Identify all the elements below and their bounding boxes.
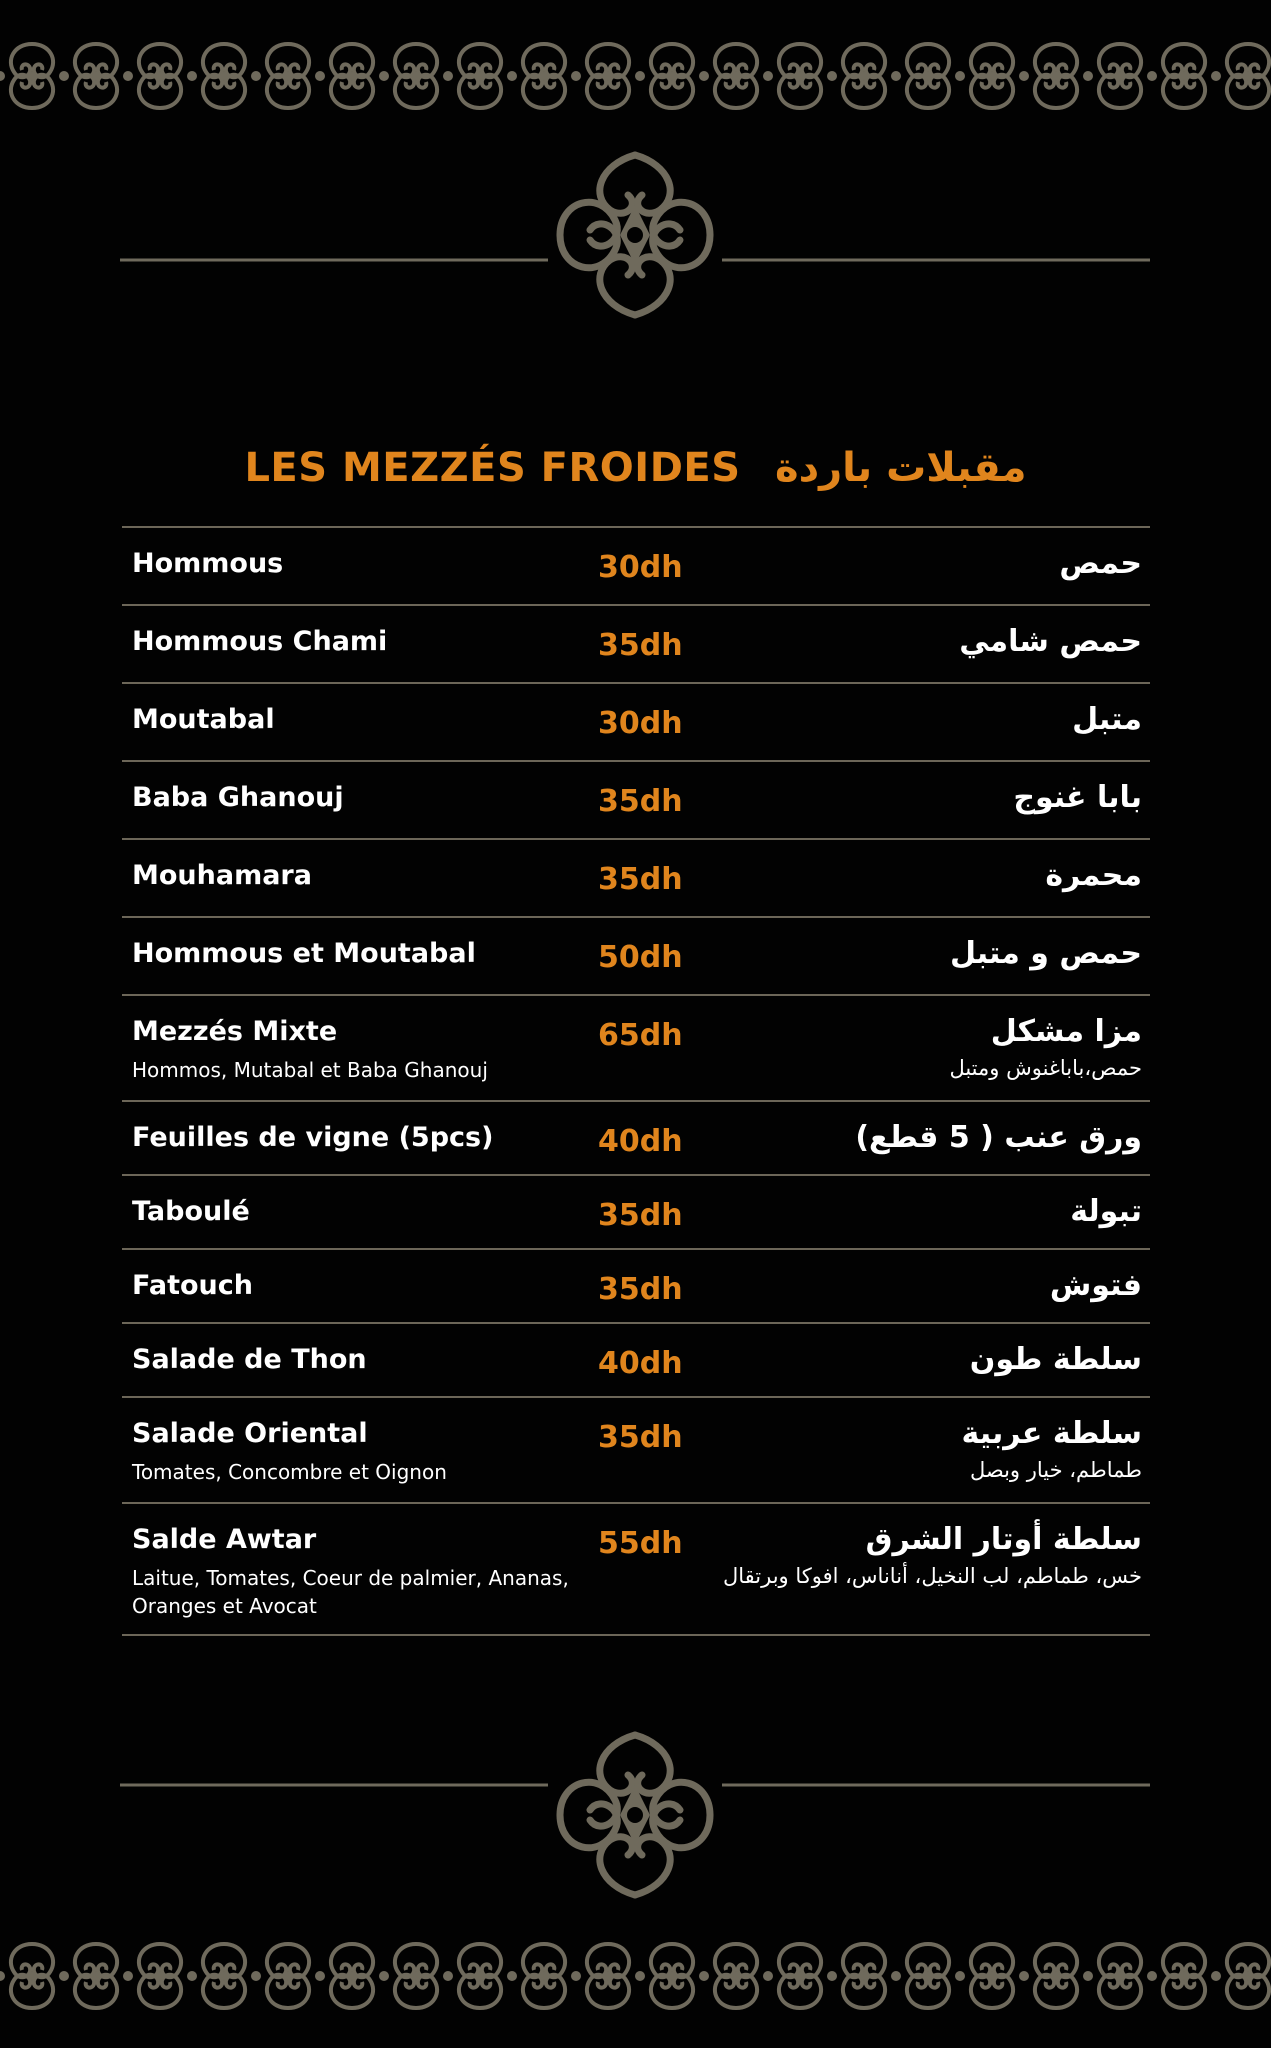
item-name-ar: حمص xyxy=(1059,546,1142,581)
item-name-fr: Taboulé xyxy=(132,1196,250,1227)
top-center-ornament xyxy=(0,145,1271,325)
item-name-ar: محمرة xyxy=(1045,858,1142,893)
item-name-ar: تبولة xyxy=(1070,1194,1142,1229)
menu-item xyxy=(122,1504,1150,1636)
item-price: 50dh xyxy=(598,940,683,975)
item-name-fr: Salade Oriental xyxy=(132,1418,368,1449)
menu-item xyxy=(122,840,1150,918)
menu-item xyxy=(122,762,1150,840)
item-description-fr: Laitue, Tomates, Coeur de palmier, Ananas, Oranges et Avocat xyxy=(132,1566,569,1618)
item-description-fr: Hommos, Mutabal et Baba Ghanouj xyxy=(132,1058,488,1082)
item-price: 30dh xyxy=(598,706,683,741)
item-price: 35dh xyxy=(598,1420,683,1455)
item-price: 35dh xyxy=(598,862,683,897)
item-name-ar: سلطة طون xyxy=(969,1342,1142,1377)
menu-item xyxy=(122,1176,1150,1250)
menu-item xyxy=(122,1250,1150,1324)
item-price: 35dh xyxy=(598,628,683,663)
item-name-ar: ورق عنب ( 5 قطع) xyxy=(855,1120,1142,1155)
item-description-ar: طماطم، خيار وبصل xyxy=(969,1458,1142,1482)
item-name-fr: Hommous xyxy=(132,548,284,579)
item-price: 35dh xyxy=(598,1272,683,1307)
item-name-fr: Baba Ghanouj xyxy=(132,782,344,813)
menu-item xyxy=(122,1324,1150,1398)
item-price: 30dh xyxy=(598,550,683,585)
item-name-fr: Salde Awtar xyxy=(132,1524,317,1555)
menu-list xyxy=(122,526,1150,1636)
item-description-ar: حمص،باباغنوش ومتبل xyxy=(949,1056,1142,1080)
item-name-ar: بابا غنوج xyxy=(1013,780,1142,815)
section-title xyxy=(0,445,1271,491)
menu-item xyxy=(122,684,1150,762)
menu-item xyxy=(122,1398,1150,1504)
item-description-ar: خس، طماطم، لب النخيل، أناناس، افوكا وبرتقال xyxy=(722,1564,1142,1588)
item-price: 35dh xyxy=(598,784,683,819)
item-name-fr: Moutabal xyxy=(132,704,275,735)
item-name-fr: Hommous et Moutabal xyxy=(132,938,476,969)
item-name-fr: Hommous Chami xyxy=(132,626,388,657)
menu-item xyxy=(122,1102,1150,1176)
item-description-fr: Tomates, Concombre et Oignon xyxy=(132,1460,447,1484)
section-title-fr: LES MEZZÉS FROIDES xyxy=(244,445,741,491)
item-name-fr: Mouhamara xyxy=(132,860,312,891)
menu-item xyxy=(122,528,1150,606)
item-name-ar: متبل xyxy=(1072,702,1142,737)
item-name-fr: Fatouch xyxy=(132,1270,253,1301)
menu-item xyxy=(122,606,1150,684)
item-price: 35dh xyxy=(598,1198,683,1233)
menu-item xyxy=(122,996,1150,1102)
item-name-fr: Mezzés Mixte xyxy=(132,1016,338,1047)
top-ornamental-border xyxy=(0,36,1271,116)
item-price: 40dh xyxy=(598,1346,683,1381)
item-name-fr: Salade de Thon xyxy=(132,1344,367,1375)
section-title-ar: مقبلات باردة xyxy=(774,445,1027,491)
bottom-center-ornament xyxy=(0,1725,1271,1905)
item-name-ar: مزا مشكل xyxy=(990,1014,1142,1049)
item-price: 40dh xyxy=(598,1124,683,1159)
item-name-ar: سلطة عربية xyxy=(961,1416,1142,1451)
item-name-ar: فتوش xyxy=(1049,1268,1142,1303)
item-name-fr: Feuilles de vigne (5pcs) xyxy=(132,1122,494,1153)
item-price: 55dh xyxy=(598,1526,683,1561)
item-name-ar: حمص شامي xyxy=(959,624,1142,659)
item-price: 65dh xyxy=(598,1018,683,1053)
bottom-ornamental-border xyxy=(0,1936,1271,2016)
item-name-ar: سلطة أوتار الشرق xyxy=(865,1522,1142,1557)
menu-item xyxy=(122,918,1150,996)
item-name-ar: حمص و متبل xyxy=(949,936,1142,971)
